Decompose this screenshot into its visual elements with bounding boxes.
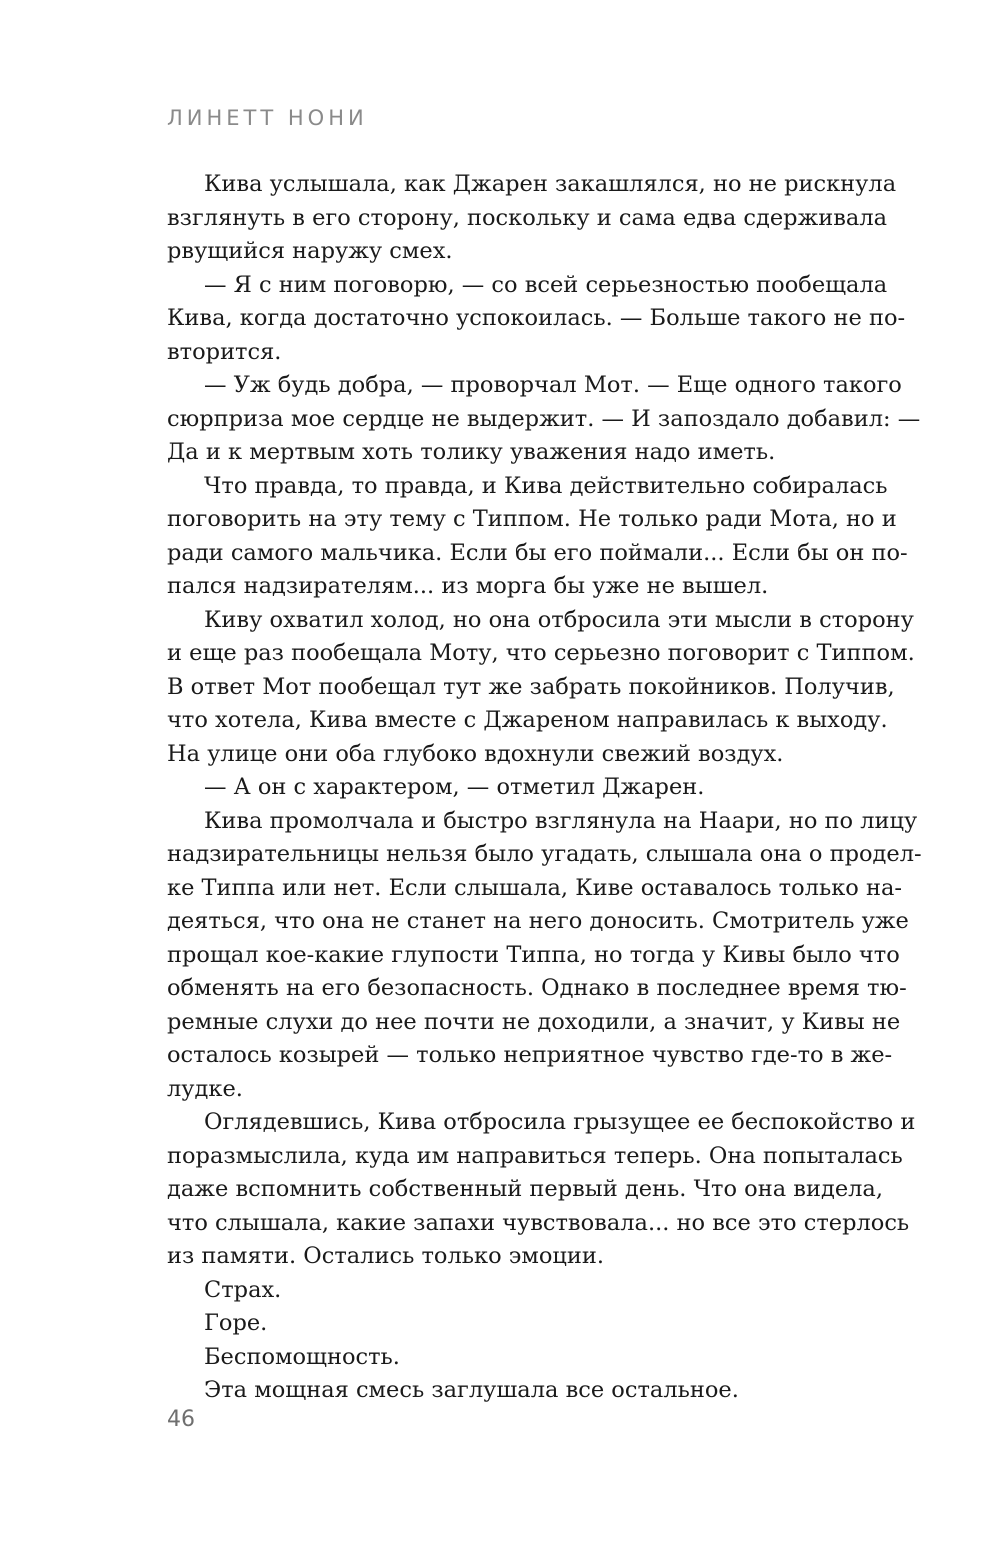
text-line: осталось козырей — только неприятное чувство где-то в же- [167,1042,893,1068]
page-body [167,168,922,1408]
text-line: сюрприза мое сердце не выдержит. — И запоздало добавил: — [167,405,921,432]
text-line: деяться, что она не станет на него доносить. Смотритель уже [167,908,909,934]
text-line: ке Типпа или нет. Если слышала, Киве оставалось только на- [167,874,902,901]
text-line: Страх. [204,1276,282,1303]
text-line: ремные слухи до нее почти не доходили, а значит, у Кивы не [167,1008,901,1035]
text-line: Горе. [204,1310,268,1336]
text-line: прощал кое-какие глупости Типпа, но тогда у Кивы было что [167,941,900,968]
text-line: надзирательницы нельзя было угадать, слышала она о продел- [167,841,922,867]
text-line: рвущийся наружу смех. [167,238,453,264]
text-line: из памяти. Остались только эмоции. [167,1243,605,1269]
text-line: Эта мощная смесь заглушала все остальное. [204,1377,739,1403]
page-number: 46 [167,1407,195,1432]
text-line: Кива услышала, как Джарен закашлялся, но не рискнула [204,171,897,197]
text-line: — Я с ним поговорю, — со всей серьезностью пообещала [204,271,888,298]
text-line: — Уж будь добра, — проворчал Мот. — Еще одного такого [204,372,902,398]
text-line: ради самого мальчика. Если бы его поймали... Если бы он по- [167,539,908,566]
text-line: Кива, когда достаточно успокоилась. — Больше такого не по- [167,305,906,331]
text-line: Что правда, то правда, и Кива действительно собиралась [204,472,888,499]
text-line: даже вспомнить собственный первый день. Что она видела, [167,1176,883,1202]
text-line: — А он с характером, — отметил Джарен. [204,774,705,800]
text-line: В ответ Мот пообещал тут же забрать покойников. Получив, [167,673,895,700]
text-line: что слышала, какие запахи чувствовала... но все это стерлось [167,1209,910,1236]
text-line: Киву охватил холод, но она отбросила эти мысли в сторону [204,606,914,633]
text-line: Беспомощность. [204,1343,400,1370]
text-line: Да и к мертвым хоть толику уважения надо иметь. [167,439,776,465]
text-line: вторится. [167,338,282,365]
text-line: поразмыслила, куда им направиться теперь. Она попыталась [167,1142,903,1169]
text-line: лудке. [167,1075,243,1102]
text-line: На улице они оба глубоко вдохнули свежий воздух. [167,740,784,767]
text-line: Кива промолчала и быстро взглянула на Наари, но по лицу [204,807,918,834]
text-line: пался надзирателям... из морга бы уже не вышел. [167,573,769,599]
text-line: обменять на его безопасность. Однако в последнее время тю- [167,975,907,1001]
text-line: что хотела, Кива вместе с Джареном направилась к выходу. [167,707,888,733]
text-line: Оглядевшись, Кива отбросила грызущее ее беспокойство и [204,1109,916,1135]
text-line: поговорить на эту тему с Типпом. Не только ради Мота, но и [167,506,897,532]
text-line: и еще раз пообещала Моту, что серьезно поговорит с Типпом. [167,640,915,666]
text-line: взглянуть в его сторону, поскольку и сама едва сдерживала [167,204,888,231]
running-head: ЛИНЕТТ НОНИ [167,106,368,130]
